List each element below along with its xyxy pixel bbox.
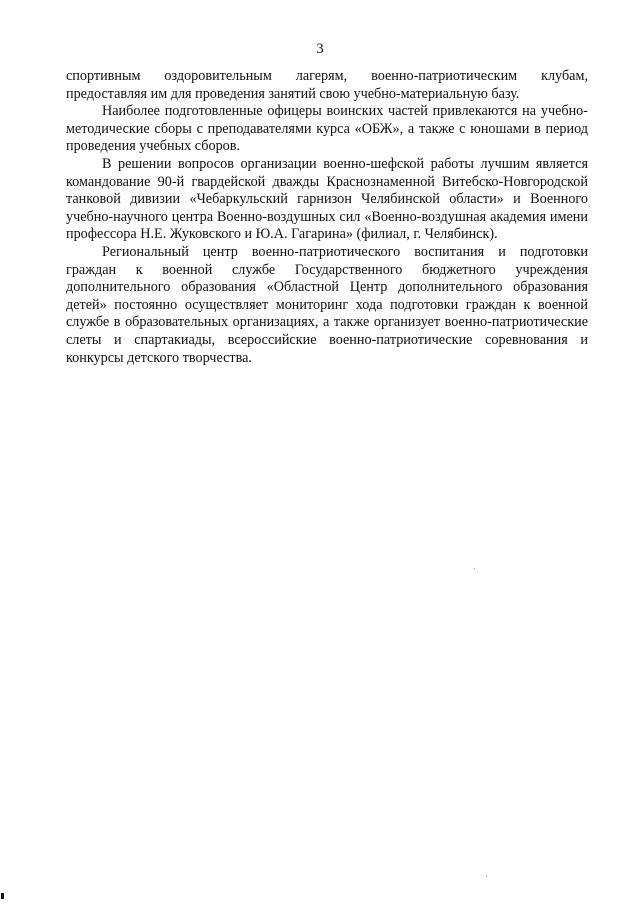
- scan-edge-mark: [1, 893, 4, 899]
- page-number: 3: [316, 41, 324, 57]
- paragraph-regional-center: Региональный центр военно-патриотического воспитания и подготовки граждан к военной службе Государственного бюджетного учреждения дополнительного образования «Областной Центр дополнительного образования детей» постоянно осуществляет мониторинг хода подготовки граждан к военной службе в образовательных организациях, а также организует военно-патриотические слеты и спартакиады, всероссийские военно-патриотические соревнования и конкурсы детского творчества.: [66, 243, 588, 366]
- paragraph-continuation: спортивным оздоровительным лагерям, военно-патриотическим клубам, предоставляя им для проведения занятий свою учебно-материальную базу.: [66, 68, 588, 102]
- paragraph-officers: Наиболее подготовленные офицеры воинских частей привлекаются на учебно-методические сборы с преподавателями курса «ОБЖ», а также с юношами в период проведения учебных сборов.: [66, 103, 588, 155]
- scan-speck: [486, 876, 487, 877]
- scan-speck: [474, 568, 475, 569]
- paragraph-patronage: В решении вопросов организации военно-шефской работы лучшим является командование 90-й гвардейской дважды Краснознаменной Витебско-Новгородской танковой дивизии «Чебаркульский гарнизон Челябинской области» и Военного учебно-научного центра Военно-воздушных сил «Военно-воздушная академия имени профессора Н.Е. Жуковского и Ю.А. Гагарина» (филиал, г. Челябинск).: [66, 155, 588, 243]
- document-body: [66, 68, 588, 367]
